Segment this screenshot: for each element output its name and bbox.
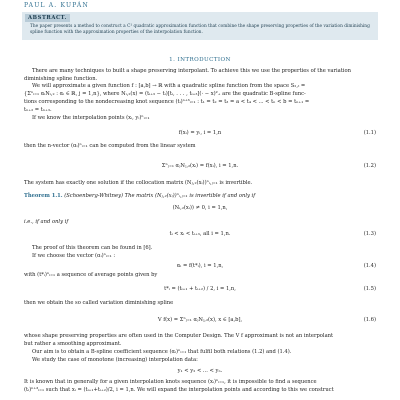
theorem-label: Theorem 1.1. [24,193,63,199]
theorem-1-1 [24,193,376,201]
paragraph-8: If we choose the vector (αᵢ)ⁿᵢ₌₁ : [32,253,116,259]
equation-number-1-6: (1.6) [363,317,376,323]
equation-number-1-3: (1.3) [363,231,376,237]
equation-1-2: Σⁿⱼ₌₁ αⱼNⱼ,₂(xᵢ) = f(xᵢ), i = 1,n. [161,163,239,169]
paragraph-1: There are many techniques to built a shape preserving interpolant. To achieve this we use the properties of the variation diminishing spline function. [24,68,351,82]
paragraph-12: Our aim is to obtain a B-spline coefficient sequence (αᵢ)ⁿᵢ₌₁ that fulfil both relations (1.2) and (1.4). [32,349,292,355]
abstract-box [22,12,378,40]
paragraph-14-line-2: (tᵢ)ⁿ⁺³ᵢ₌₁ such that xᵢ = (tᵢ₊₁+tᵢ₊₂)/2, i = 1,n. We will expand the interpolation points and according to this we construct [24,387,334,393]
equation-monotone: y₁ < y₂ < ... < yₙ. [177,368,223,374]
equation-number-1-5: (1.5) [363,286,376,292]
theorem-text: (Schoenberg-Whitney) The matrix (Nⱼ,₂(xᵢ))ⁿᵢ,ⱼ₌₁ is invertible if and only if [64,193,256,199]
equation-1-5: t*ᵢ = (tᵢ₊₁ + tᵢ₊₂) / 2, i = 1,n, [164,286,236,292]
running-header-author: PAUL A. KUPÁN [24,2,89,9]
equation-number-1-1: (1.1) [363,130,376,136]
paragraph-5: The system has exactly one solution if the collocation matrix (Nⱼ,₂(xᵢ))ⁿᵢ,ⱼ₌₁ is invertible. [24,180,253,186]
paragraph-10: then we obtain the so called variation diminishing spline [24,300,174,306]
paragraph-11-line-1: whose shape preserving properties are often used in the Computer Design. The V f approximant is not an interpolant [24,333,334,339]
equation-1-1: f(xᵢ) = yᵢ, i = 1,n [178,130,222,136]
paragraph-4: then the n-vector (αᵢ)ⁿᵢ₌₁ can be computed from the linear system [24,143,196,149]
equation-1-4: αᵢ = f(t*ᵢ), i = 1,n, [176,263,224,269]
paragraph-11-line-2: but rather a smoothing approximant. [24,341,122,347]
paragraph-14-line-1: It is known that in generally for a given interpolation knots sequence (xᵢ)ⁿᵢ₌₁, it is impossible to find a sequence [24,379,317,385]
equation-theorem: (Nᵢ,₂(xᵢ)) ≠ 0, i = 1,n, [172,205,228,211]
paragraph-13: We study the case of monotone (increasing) interpolation data: [32,357,198,363]
paragraph-2-line-2: {Σⁿᵢ₌₁ αᵢNᵢ,₂ : αᵢ ∈ ℝ, j = 1,n}, where Nᵢ,₂(x) = (tᵢ₊₃ − tᵢ)[tᵢ, . . . , tᵢ₊₃](· − x)²₊ are the quadratic B-spline func- [24,91,306,97]
equation-1-3: tᵢ < xᵢ < tᵢ₊₃, all i = 1,n. [169,231,231,237]
abstract-label: ABSTRACT. [25,14,70,22]
section-title: 1. INTRODUCTION [169,57,231,63]
paragraph-9: with (t*ᵢ)ⁿᵢ₌₁ a sequence of average points given by [24,272,158,278]
equation-number-1-2: (1.2) [363,163,376,169]
paragraph-2-line-4: tₙ₊₂ = tₙ₊₃. [24,107,52,113]
paragraph-7: The proof of this theorem can be found in [6]. [32,245,153,251]
paragraph-2-line-1: We will approximate a given function f : [a,b] → ℝ with a quadratic spline function from the space S₂,ₜ = [32,83,306,89]
equation-1-6: V f(x) = Σⁿⱼ₌₁ αⱼNⱼ,₂(x), x ∈ [a,b], [157,317,243,323]
abstract-text: The paper presents a method to construct a C¹ quadratic approximation function that combine the shape preserving properties of the variation diminishing spline function with the approximation properties of the interpolation function. [30,24,370,35]
paragraph-6: i.e., if and only if [24,219,69,225]
paragraph-2-line-3: tions corresponding to the nondecreasing knot sequence (tᵢ)ⁿ⁺³ᵢ₌₁ : t₁ = t₂ = t₃ = a < t₄ < ... < tₙ < b = tₙ₊₁ = [24,99,310,105]
equation-number-1-4: (1.4) [363,263,376,269]
paragraph-3: If we know the interpolation points (xᵢ, yᵢ)ⁿᵢ₌₁ [32,115,150,121]
